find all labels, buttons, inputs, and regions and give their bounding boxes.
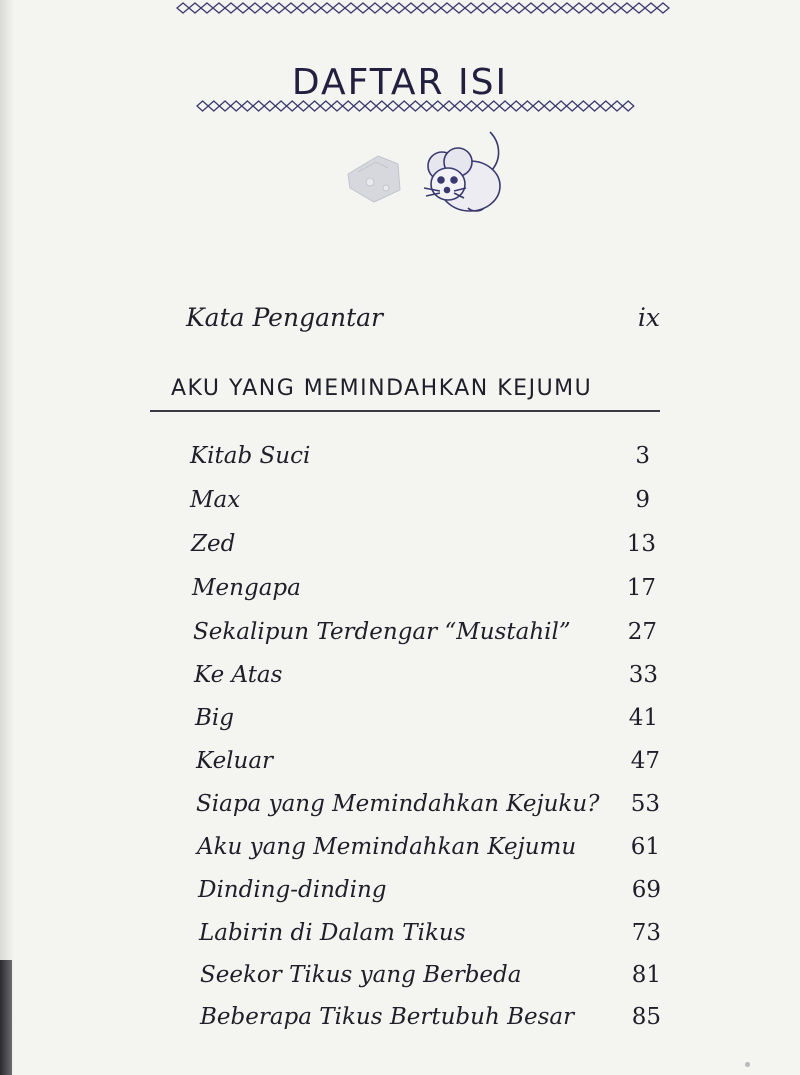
toc-entry-label: Kitab Suci bbox=[190, 443, 311, 469]
diamond-icon bbox=[231, 101, 242, 111]
diamond-icon bbox=[208, 101, 219, 111]
diamond-icon bbox=[331, 101, 342, 111]
diamond-icon bbox=[309, 101, 320, 111]
toc-entry-page: 61 bbox=[630, 834, 660, 860]
diamond-icon bbox=[393, 3, 405, 13]
toc-entry-label: Seekor Tikus yang Berbeda bbox=[200, 962, 522, 988]
diamond-icon bbox=[376, 101, 387, 111]
toc-entry-label: Aku yang Memindahkan Kejumu bbox=[197, 834, 577, 860]
diamond-icon bbox=[189, 3, 201, 13]
diamond-icon bbox=[645, 3, 657, 13]
diamond-icon bbox=[623, 101, 634, 111]
toc-entry[interactable] bbox=[196, 791, 660, 817]
toc-entry[interactable] bbox=[198, 877, 661, 903]
diamond-icon bbox=[466, 101, 477, 111]
diamond-icon bbox=[219, 101, 230, 111]
toc-entry-page: 9 bbox=[635, 487, 650, 513]
diamond-icon bbox=[633, 3, 645, 13]
intro-label: Kata Pengantar bbox=[186, 303, 383, 332]
diamond-icon bbox=[511, 101, 522, 111]
diamond-icon bbox=[477, 101, 488, 111]
toc-entry-page: 3 bbox=[635, 443, 650, 469]
diamond-icon bbox=[441, 3, 453, 13]
toc-entry-label: Siapa yang Memindahkan Kejuku? bbox=[196, 791, 600, 817]
diamond-icon bbox=[343, 101, 354, 111]
toc-entry-page: 47 bbox=[630, 748, 660, 774]
diamond-icon bbox=[589, 101, 600, 111]
diamond-icon bbox=[399, 101, 410, 111]
section-heading: AKU YANG MEMINDAHKAN KEJUMU bbox=[171, 376, 593, 401]
diamond-icon bbox=[320, 101, 331, 111]
toc-entry-label: Ke Atas bbox=[194, 662, 283, 688]
toc-entry-label: Big bbox=[195, 705, 234, 731]
diamond-icon bbox=[387, 101, 398, 111]
diamond-icon bbox=[555, 101, 566, 111]
diamond-icon bbox=[321, 3, 333, 13]
diamond-icon bbox=[611, 101, 622, 111]
mouse-with-cheese-icon bbox=[340, 128, 510, 218]
diamond-icon bbox=[600, 101, 611, 111]
toc-entry-label: Keluar bbox=[196, 748, 274, 774]
diamond-icon bbox=[522, 101, 533, 111]
binding-shadow bbox=[0, 960, 12, 1075]
diamond-icon bbox=[525, 3, 537, 13]
diamond-icon bbox=[197, 101, 208, 111]
diamond-icon bbox=[544, 101, 555, 111]
diamond-icon bbox=[537, 3, 549, 13]
title-diamond-ornament-icon bbox=[195, 98, 643, 112]
diamond-icon bbox=[225, 3, 237, 13]
toc-entry-page: 41 bbox=[628, 705, 658, 731]
diamond-icon bbox=[333, 3, 345, 13]
toc-entry-label: Mengapa bbox=[192, 575, 301, 601]
toc-entry[interactable] bbox=[195, 705, 658, 731]
toc-entry-page: 69 bbox=[631, 877, 661, 903]
diamond-icon bbox=[417, 3, 429, 13]
diamond-icon bbox=[597, 3, 609, 13]
toc-entry[interactable] bbox=[197, 834, 660, 860]
diamond-icon bbox=[285, 3, 297, 13]
top-diamond-ornament-icon bbox=[175, 0, 670, 14]
diamond-icon bbox=[369, 3, 381, 13]
diamond-icon bbox=[405, 3, 417, 13]
diamond-icon bbox=[549, 3, 561, 13]
toc-entry[interactable] bbox=[190, 487, 650, 513]
page-title: DAFTAR ISI bbox=[291, 62, 509, 104]
diamond-icon bbox=[477, 3, 489, 13]
diamond-icon bbox=[275, 101, 286, 111]
diamond-icon bbox=[309, 3, 321, 13]
diamond-icon bbox=[213, 3, 225, 13]
paper-speck bbox=[745, 1062, 750, 1067]
diamond-icon bbox=[609, 3, 621, 13]
diamond-icon bbox=[501, 3, 513, 13]
toc-entry-label: Dinding-dinding bbox=[198, 877, 387, 903]
toc-entry[interactable] bbox=[191, 531, 656, 557]
toc-entry[interactable] bbox=[196, 748, 660, 774]
toc-entry[interactable] bbox=[200, 1004, 661, 1030]
toc-entry-page: 17 bbox=[626, 575, 656, 601]
diamond-icon bbox=[273, 3, 285, 13]
mouse-icon bbox=[424, 132, 500, 211]
diamond-icon bbox=[533, 101, 544, 111]
cheese-icon bbox=[348, 156, 400, 202]
diamond-icon bbox=[177, 3, 189, 13]
section-divider bbox=[150, 410, 660, 412]
diamond-icon bbox=[345, 3, 357, 13]
toc-entry-page: 13 bbox=[626, 531, 656, 557]
diamond-icon bbox=[432, 101, 443, 111]
page-edge bbox=[0, 0, 14, 1075]
diamond-icon bbox=[513, 3, 525, 13]
diamond-icon bbox=[561, 3, 573, 13]
diamond-icon bbox=[429, 3, 441, 13]
diamond-icon bbox=[465, 3, 477, 13]
toc-entry-label: Beberapa Tikus Bertubuh Besar bbox=[200, 1004, 575, 1030]
diamond-icon bbox=[455, 101, 466, 111]
diamond-icon bbox=[657, 3, 669, 13]
toc-entry-label: Labirin di Dalam Tikus bbox=[199, 920, 466, 946]
diamond-icon bbox=[201, 3, 213, 13]
toc-entry[interactable] bbox=[190, 443, 650, 469]
diamond-icon bbox=[573, 3, 585, 13]
toc-entry-page: 33 bbox=[628, 662, 658, 688]
toc-intro-row[interactable] bbox=[186, 303, 660, 332]
diamond-icon bbox=[421, 101, 432, 111]
toc-entry-page: 81 bbox=[631, 962, 661, 988]
diamond-icon bbox=[578, 101, 589, 111]
diamond-icon bbox=[585, 3, 597, 13]
diamond-icon bbox=[489, 3, 501, 13]
diamond-icon bbox=[443, 101, 454, 111]
diamond-icon bbox=[453, 3, 465, 13]
diamond-icon bbox=[237, 3, 249, 13]
diamond-icon bbox=[242, 101, 253, 111]
diamond-icon bbox=[253, 101, 264, 111]
diamond-icon bbox=[488, 101, 499, 111]
toc-entry-page: 73 bbox=[631, 920, 661, 946]
toc-entry-page: 53 bbox=[630, 791, 660, 817]
toc-entry[interactable] bbox=[199, 920, 661, 946]
diamond-icon bbox=[249, 3, 261, 13]
diamond-icon bbox=[357, 3, 369, 13]
diamond-icon bbox=[297, 3, 309, 13]
toc-entry[interactable] bbox=[200, 962, 661, 988]
toc-entry-label: Zed bbox=[191, 531, 236, 557]
toc-entry-page: 85 bbox=[631, 1004, 661, 1030]
intro-page-number: ix bbox=[637, 303, 660, 332]
diamond-icon bbox=[410, 101, 421, 111]
diamond-icon bbox=[261, 3, 273, 13]
diamond-icon bbox=[499, 101, 510, 111]
diamond-icon bbox=[264, 101, 275, 111]
diamond-icon bbox=[298, 101, 309, 111]
diamond-icon bbox=[287, 101, 298, 111]
toc-entry-label: Max bbox=[190, 487, 241, 513]
toc-entry[interactable] bbox=[194, 662, 658, 688]
diamond-icon bbox=[567, 101, 578, 111]
toc-entry-label: Sekalipun Terdengar “Mustahil” bbox=[193, 619, 571, 645]
diamond-icon bbox=[381, 3, 393, 13]
diamond-icon bbox=[621, 3, 633, 13]
toc-entry-page: 27 bbox=[627, 619, 657, 645]
diamond-icon bbox=[354, 101, 365, 111]
toc-entry[interactable] bbox=[193, 619, 657, 645]
toc-entry[interactable] bbox=[192, 575, 656, 601]
diamond-icon bbox=[365, 101, 376, 111]
